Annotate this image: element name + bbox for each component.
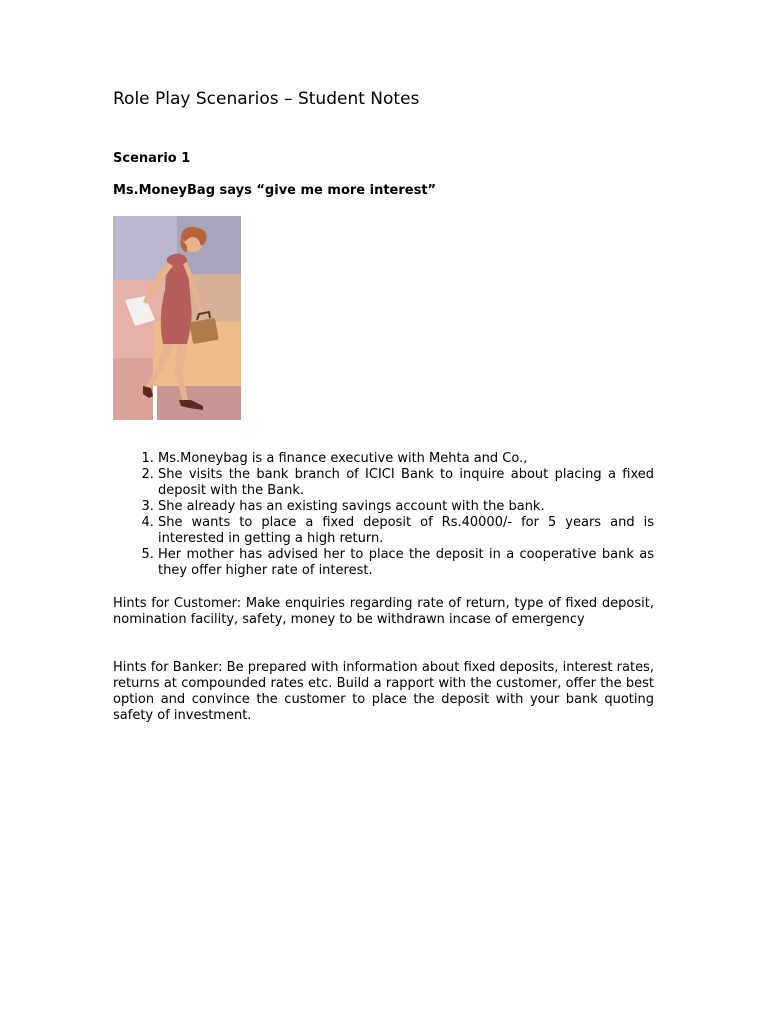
scenario-label: Scenario 1 — [113, 151, 191, 166]
scenario-points-list — [113, 451, 654, 579]
scenario-title: Ms.MoneyBag says “give me more interest” — [113, 183, 437, 198]
customer-hints: Hints for Customer: Make enquiries regarding rate of return, type of fixed deposit, nomination facility, safety, money to be withdrawn incase of emergency — [113, 596, 654, 627]
page-title: Role Play Scenarios – Student Notes — [113, 89, 420, 109]
businesswoman-illustration — [113, 216, 241, 420]
list-item: 4. She wants to place a fixed deposit of Rs.40000/- for 5 years and is interested in getting a high return. — [158, 515, 654, 547]
list-item: 3. She already has an existing savings account with the bank. — [158, 499, 654, 515]
list-item: 1. Ms.Moneybag is a finance executive with Mehta and Co., — [158, 451, 654, 467]
list-item: 2. She visits the bank branch of ICICI Bank to inquire about placing a fixed deposit with the Bank. — [158, 467, 654, 499]
list-item: 5. Her mother has advised her to place the deposit in a cooperative bank as they offer higher rate of interest. — [158, 547, 654, 579]
banker-hints: Hints for Banker: Be prepared with information about fixed deposits, interest rates, returns at compounded rates etc. Build a rapport with the customer, offer the best option and convince the customer to place the deposit with your bank quoting safety of investment. — [113, 660, 654, 723]
